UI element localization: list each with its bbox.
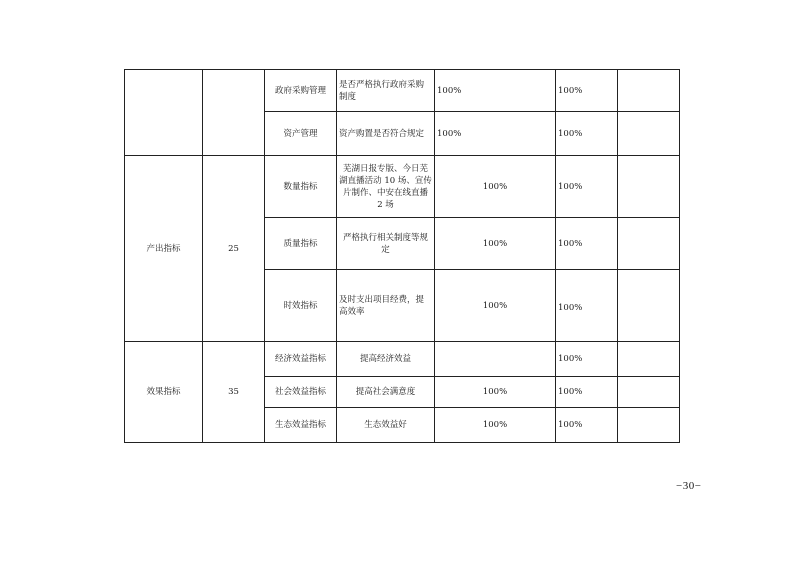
- level2-cell: 社会效益指标: [265, 377, 337, 408]
- table-row: [125, 70, 680, 112]
- actual-cell: 100%: [556, 270, 618, 342]
- weight-cell: [203, 70, 265, 156]
- table-row: [125, 156, 680, 218]
- performance-indicator-table: [124, 69, 680, 443]
- actual-cell: 100%: [556, 70, 618, 112]
- weight-cell: 25: [203, 156, 265, 342]
- target-cell: 100%: [435, 70, 556, 112]
- level1-cell: 产出指标: [125, 156, 203, 342]
- indicator-cell: 提高社会满意度: [337, 377, 435, 408]
- level2-cell: 数量指标: [265, 156, 337, 218]
- weight-cell: 35: [203, 342, 265, 443]
- level2-cell: 生态效益指标: [265, 408, 337, 443]
- score-cell: [618, 218, 680, 270]
- level2-cell: 质量指标: [265, 218, 337, 270]
- score-cell: [618, 342, 680, 377]
- score-cell: [618, 112, 680, 156]
- actual-cell: 100%: [556, 408, 618, 443]
- indicator-cell: 资产购置是否符合规定: [337, 112, 435, 156]
- target-cell: 100%: [435, 270, 556, 342]
- actual-cell: 100%: [556, 377, 618, 408]
- target-cell: 100%: [435, 408, 556, 443]
- actual-cell: 100%: [556, 218, 618, 270]
- score-cell: [618, 70, 680, 112]
- indicator-cell: 提高经济效益: [337, 342, 435, 377]
- indicator-cell: 芜湖日报专版、今日芜湖直播活动 10 场、宣传片制作、中安在线直播 2 场: [337, 156, 435, 218]
- indicator-cell: 严格执行相关制度等规定: [337, 218, 435, 270]
- actual-cell: 100%: [556, 156, 618, 218]
- score-cell: [618, 377, 680, 408]
- actual-cell: 100%: [556, 342, 618, 377]
- target-cell: 100%: [435, 218, 556, 270]
- indicator-cell: 及时支出项目经费，提高效率: [337, 270, 435, 342]
- level2-cell: 经济效益指标: [265, 342, 337, 377]
- level2-cell: 资产管理: [265, 112, 337, 156]
- score-cell: [618, 156, 680, 218]
- level2-cell: 时效指标: [265, 270, 337, 342]
- page-number: −30−: [676, 480, 702, 492]
- indicator-cell: 生态效益好: [337, 408, 435, 443]
- actual-cell: 100%: [556, 112, 618, 156]
- target-cell: 100%: [435, 377, 556, 408]
- level2-cell: 政府采购管理: [265, 70, 337, 112]
- score-cell: [618, 408, 680, 443]
- table-row: [125, 342, 680, 377]
- target-cell: [435, 342, 556, 377]
- level1-cell: [125, 70, 203, 156]
- level1-cell: 效果指标: [125, 342, 203, 443]
- target-cell: 100%: [435, 156, 556, 218]
- target-cell: 100%: [435, 112, 556, 156]
- score-cell: [618, 270, 680, 342]
- indicator-cell: 是否严格执行政府采购制度: [337, 70, 435, 112]
